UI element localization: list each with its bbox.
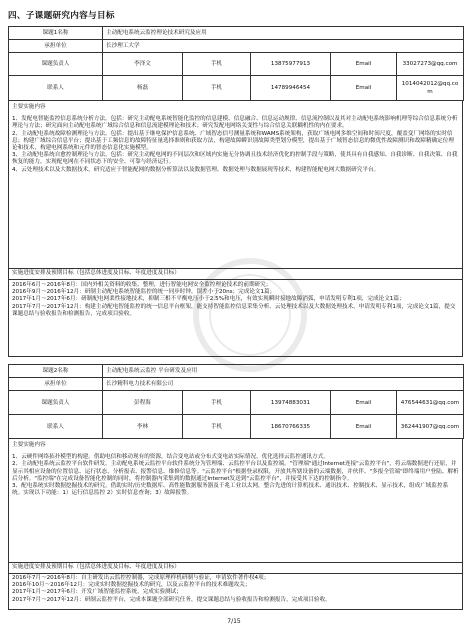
subject-1-block: [8, 26, 463, 357]
subject-1-unit-value: 长沙理工大学: [103, 40, 464, 53]
subject-1-schedule-item: 2017年1月～2017年6月：研制配电网柔性接地技术，抑制三相不平衡电压小于2.5%和电压，有效实现瞬时接地故障消弧，申请发明专利1项，完成论文1篇；: [12, 296, 405, 303]
subject-1-schedule-section: [8, 280, 463, 357]
subject-2-content-item: 1、云硬件网络拓扑模型的构建。借助电信和移动现有的资源，结合变电站或分布式变电站实际情况，优化选择云监控通讯方式。: [12, 454, 329, 461]
page-title: 四、子课题研究内容与目标: [8, 11, 115, 21]
subject-1-name-label: 课题1名称: [9, 27, 103, 40]
subject-1-leader-email: 33027273@qq.com: [397, 53, 464, 76]
subject-1-schedule-item: 2016年9月～2016年12月：研制主动配电系统智能监控的统一同步时钟，误差小于20ns；完成论文1篇；: [12, 289, 276, 296]
subject-2-leader-label: 课题负责人: [9, 391, 103, 415]
subject-2-content-section: [8, 439, 463, 563]
subject-2-schedule-item: 2016年10月～2016年12月：完成实时数据挖掘技术的研究，以及云监控平台的技术难题攻关；: [12, 582, 251, 589]
subject-1-contact-mobile-label: 手机: [183, 76, 251, 101]
subject-1-info-table: [8, 26, 464, 101]
subject-1-content-item: 1、发配电智能监控信息系统分析方法。包括：研究主动配电系统智能化监控的信息建模、信息融合、信息运动规律、信息流控制以及其对主动配电系统影响机理等综合信息系统分析理论与方法；研究面向主动配电系统广域综合信息和信息流建模理论和技术；研究发配电网络关变性与综合信息关联耦机性的内在要求。: [12, 116, 458, 130]
subject-2-leader-email-label: Email: [331, 391, 397, 415]
subject-2-name-label: 课题2名称: [9, 365, 103, 378]
subject-2-unit-value: 长沙精科电力技术有限公司: [103, 378, 464, 391]
subject-1-content-item: 2、主动配电系统故障检测理论与方法。包括：提出基于继电保护信息系统、广域智态信号测量系统和WAMS系统架构，获取广域电网多维空间和时间尺度，覆盖变厂网络的实时信息；构建广域综合信息平台；提出基于工频信息的故障特征量选择准则和获取方法，构建故障瞬识别故障类型划分模型，提出基于广域智态信息的微优性故障测识和故障精确定位理论和技术，构建电网系统和元件的智态信息化实施模型。: [12, 130, 454, 152]
subject-1-contact-mobile: 14789946454: [251, 76, 331, 101]
subject-2-contact-email-label: Email: [331, 415, 397, 439]
subject-1-leader-label: 课题负责人: [9, 53, 103, 76]
subject-2-unit-label: 承担单位: [9, 378, 103, 391]
subject-1-leader-mobile-label: 手机: [183, 53, 251, 76]
subject-1-schedule-heading-box: [8, 269, 463, 280]
subject-2-schedule-heading: 实施进度安排及预期目标（包括总体进度及目标、年度进度及目标）: [12, 564, 180, 570]
subject-2-leader-name: 彭程海: [103, 391, 183, 415]
subject-1-unit-label: 承担单位: [9, 40, 103, 53]
subject-2-content-item: 2、主动配电系统云监控平台软件研发。主动配电系统云监控平台软件系统分为管理端、云监控平台以及监控端。"管理端"通过Internet连接"云监控平台"，将云端数据进行还原，并显示其相应设备的位置信息、运行状态、分析报表、报警信息、维修信息等。"云监控平台"根据登录权限，开放其所辖设备的云端数据，并伙伴、"多报全管端"即终端用户登陆、解析后分析。"监控端"在完成设备智能化控制的同时，将控制器内采集到的数据通过Internet发送到"云监控平台"，并接受其下达的控制指令。: [12, 461, 459, 482]
subject-2-contact-name: 李林: [103, 415, 183, 439]
subject-2-block: [8, 364, 463, 610]
subject-1-contact-email-label: Email: [331, 76, 397, 101]
subject-2-info-table: [8, 364, 464, 439]
subject-1-contact-label: 联系人: [9, 76, 103, 101]
subject-1-schedule-item: 2016年6月～2016年8月：国内外相关资料的收集、整理，进行智能电网安全监控理论技术的前期研究；: [12, 282, 272, 288]
subject-1-content-heading: 主要实施内容: [12, 104, 46, 110]
subject-1-leader-name: 李泽文: [103, 53, 183, 76]
subject-2-leader-mobile-label: 手机: [183, 391, 251, 415]
subject-1-content-section: [8, 101, 463, 269]
subject-2-schedule-item: 2016年7月～2016年8月：自主研发出云监控控制器，完成原理样机研制与验证，申请软件著作权4项；: [12, 575, 270, 581]
subject-2-content-item: 3、配电系统实时数据挖掘技术的研究。借助实时/历史数据库、高性能数据服务器及千兆工业以太网，整合先进的计算机技术、通讯技术、控制技术、显示技术，组成广域监控系统。实现以下功能：1）运行信息监控 2）实时信息查询；3）故障报警。: [12, 483, 449, 497]
subject-2-contact-label: 联系人: [9, 415, 103, 439]
subject-2-contact-mobile-label: 手机: [183, 415, 251, 439]
subject-2-content-heading: 主要实施内容: [12, 442, 46, 448]
subject-1-content-item: 3、主动配电系统自愈控制理论与方法。包括：研究主动配电网的不同层次和区域内实施无分协调且技术经济优化的控制手段与策略，使其具有自我感知、自我诊断、自我决策、自我恢复的能力，实现配电网在不同状态下的安全、可靠与经济运行。: [12, 152, 458, 166]
subject-2-contact-mobile: 18670766335: [251, 415, 331, 439]
subject-2-schedule-item: 2017年7月～2017年12月：研制云监控平台，完成本课题全部研究任务，提交课题总结与验收报告和检测报告，完成项目验收。: [12, 596, 331, 603]
subject-2-leader-mobile: 13974883031: [251, 391, 331, 415]
subject-1-contact-email: 1014042012@qq.com: [397, 76, 464, 101]
subject-2-name-value: 主动配电系统云监控 平台研发及应用: [103, 365, 464, 378]
subject-2-leader-email: 476544631@qq.com: [397, 391, 464, 415]
subject-1-leader-mobile: 13875977913: [251, 53, 331, 76]
subject-1-content-item: 4、云处理技术以及大数据技术。研究适应于智能配网的数据分析算法以及数据管理、数据处理与数据展现等技术，构建智能配电网大数据研究平台。: [12, 166, 380, 173]
subject-1-contact-name: 杨磊: [103, 76, 183, 101]
subject-2-schedule-item: 2017年1月～2017年6月：开发广域智能监控系统，完成实验测试；: [12, 589, 182, 596]
subject-2-schedule-heading-box: [8, 563, 463, 574]
subject-1-schedule-heading: 实施进度安排及预期目标（包括总体进度及目标、年度进度及目标）: [12, 270, 180, 276]
subject-1-schedule-item: 2017年7月～2017年12月：构建主动配电智能监控的统一信息平台框架，能支持智能监控信息采集分析、云处理技术以及大数据处理技术，申请发明专利1项，完成论文1篇，提交课题总结与验收报告和检测报告，完成项目验收。: [12, 303, 456, 317]
subject-2-schedule-section: [8, 574, 463, 610]
subject-2-contact-email: 362441907@qq.com: [397, 415, 464, 439]
page-number: 7/15: [227, 618, 241, 625]
subject-1-name-value: 主动配电系统云监控理论技术研究及应用: [103, 27, 464, 40]
subject-1-leader-email-label: Email: [331, 53, 397, 76]
